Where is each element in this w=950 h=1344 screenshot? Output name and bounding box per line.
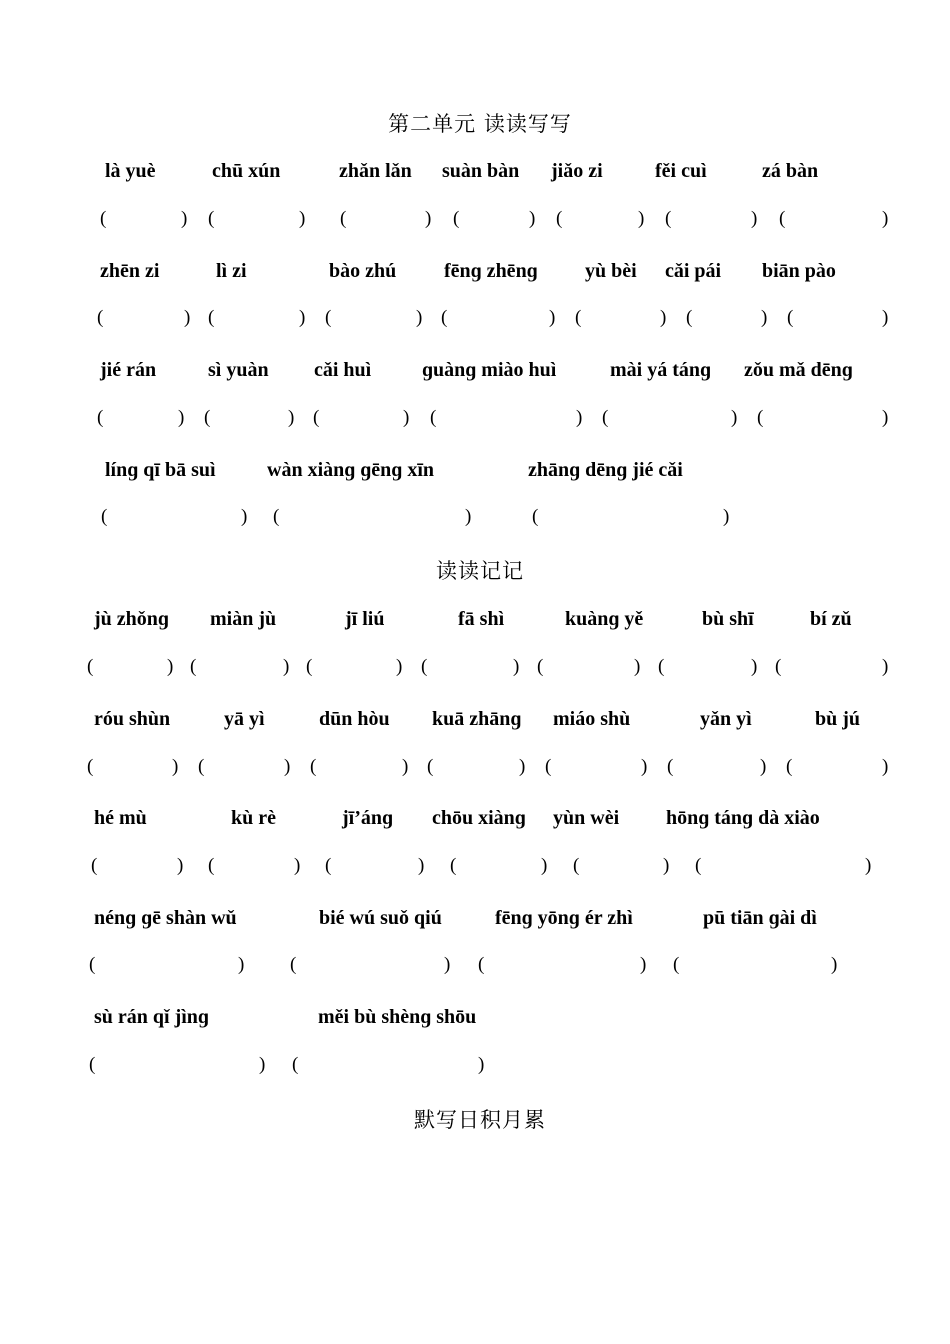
answer-box-close: ) xyxy=(576,407,583,428)
answer-box-close: ) xyxy=(259,1054,266,1075)
answer-box-open: ( xyxy=(87,756,94,777)
answer-box-open: ( xyxy=(575,307,582,328)
answer-box-close: ) xyxy=(167,656,174,677)
answer-box-close: ) xyxy=(444,954,451,975)
answer-box-close: ) xyxy=(882,407,889,428)
answer-box-close: ) xyxy=(238,954,245,975)
answer-box-close: ) xyxy=(283,656,290,677)
answer-box-close: ) xyxy=(760,756,767,777)
answer-box-open: ( xyxy=(779,208,786,229)
answer-box-close: ) xyxy=(396,656,403,677)
answer-box-close: ) xyxy=(751,656,758,677)
answer-box-close: ) xyxy=(882,656,889,677)
answer-box-close: ) xyxy=(478,1054,485,1075)
answer-row-9 xyxy=(0,1054,950,1082)
pinyin-word: kuànɡ yě xyxy=(565,608,644,630)
answer-box-open: ( xyxy=(453,208,460,229)
answer-box-close: ) xyxy=(465,506,472,527)
answer-box-open: ( xyxy=(273,506,280,527)
answer-box-close: ) xyxy=(416,307,423,328)
answer-box-open: ( xyxy=(292,1054,299,1075)
pinyin-word: yǎn yì xyxy=(700,708,752,730)
answer-box-close: ) xyxy=(529,208,536,229)
pinyin-word: pū tiān ɡài dì xyxy=(703,907,817,929)
answer-box-close: ) xyxy=(731,407,738,428)
pinyin-word: suàn bàn xyxy=(442,160,520,182)
pinyin-word: mài yá tánɡ xyxy=(610,359,712,381)
pinyin-word: chōu xiànɡ xyxy=(432,807,526,829)
answer-box-open: ( xyxy=(775,656,782,677)
answer-box-close: ) xyxy=(284,756,291,777)
answer-box-close: ) xyxy=(638,208,645,229)
answer-box-open: ( xyxy=(340,208,347,229)
pinyin-row-3 xyxy=(0,359,950,387)
pinyin-word: cǎi pái xyxy=(665,260,722,282)
pinyin-row-8 xyxy=(0,907,950,935)
answer-box-close: ) xyxy=(177,855,184,876)
answer-box-open: ( xyxy=(786,756,793,777)
answer-box-close: ) xyxy=(241,506,248,527)
answer-row-7 xyxy=(0,855,950,883)
pinyin-word: jiǎo zi xyxy=(551,160,603,182)
pinyin-word: biān pào xyxy=(762,260,836,282)
pinyin-word: měi bù shènɡ shōu xyxy=(318,1006,477,1028)
answer-box-open: ( xyxy=(306,656,313,677)
pinyin-word: róu shùn xyxy=(94,708,171,730)
pinyin-row-5 xyxy=(0,608,950,636)
answer-box-open: ( xyxy=(532,506,539,527)
answer-box-open: ( xyxy=(667,756,674,777)
answer-box-close: ) xyxy=(751,208,758,229)
pinyin-word: zhēn zi xyxy=(100,260,160,282)
answer-box-open: ( xyxy=(787,307,794,328)
answer-box-open: ( xyxy=(101,506,108,527)
answer-box-open: ( xyxy=(421,656,428,677)
pinyin-row-7 xyxy=(0,807,950,835)
answer-box-close: ) xyxy=(640,954,647,975)
answer-box-open: ( xyxy=(87,656,94,677)
pinyin-word: zhānɡ dēnɡ jié cǎi xyxy=(528,459,683,481)
answer-box-close: ) xyxy=(761,307,768,328)
pinyin-word: bù shī xyxy=(702,608,754,630)
answer-box-close: ) xyxy=(299,307,306,328)
answer-box-close: ) xyxy=(299,208,306,229)
pinyin-row-1 xyxy=(0,160,950,188)
answer-box-close: ) xyxy=(425,208,432,229)
pinyin-word: fēnɡ zhēnɡ xyxy=(444,260,538,282)
answer-box-open: ( xyxy=(673,954,680,975)
pinyin-word: jù zhǒnɡ xyxy=(94,608,169,630)
pinyin-word: yù bèi xyxy=(585,260,637,282)
answer-box-open: ( xyxy=(427,756,434,777)
pinyin-row-4 xyxy=(0,459,950,487)
answer-box-open: ( xyxy=(695,855,702,876)
pinyin-row-6 xyxy=(0,708,950,736)
answer-box-close: ) xyxy=(831,954,838,975)
answer-box-open: ( xyxy=(602,407,609,428)
answer-box-open: ( xyxy=(208,307,215,328)
answer-box-close: ) xyxy=(882,756,889,777)
pinyin-word: miáo shù xyxy=(553,708,631,730)
answer-box-close: ) xyxy=(418,855,425,876)
answer-box-open: ( xyxy=(537,656,544,677)
answer-box-close: ) xyxy=(541,855,548,876)
pinyin-word: cǎi huì xyxy=(314,359,372,381)
answer-box-open: ( xyxy=(686,307,693,328)
pinyin-word: yùn wèi xyxy=(553,807,620,829)
answer-box-close: ) xyxy=(288,407,295,428)
answer-box-open: ( xyxy=(91,855,98,876)
answer-box-open: ( xyxy=(208,208,215,229)
pinyin-word: là yuè xyxy=(105,160,156,182)
pinyin-word: hé mù xyxy=(94,807,147,829)
answer-box-close: ) xyxy=(723,506,730,527)
answer-row-1 xyxy=(0,208,950,236)
answer-box-open: ( xyxy=(313,407,320,428)
pinyin-word: fēnɡ yōnɡ ér zhì xyxy=(495,907,633,929)
answer-box-open: ( xyxy=(97,307,104,328)
pinyin-word: jī’ánɡ xyxy=(342,807,394,829)
pinyin-word: lì zi xyxy=(216,260,247,282)
section-title-dictation: 默写日积月累 xyxy=(414,1108,546,1132)
answer-box-open: ( xyxy=(310,756,317,777)
answer-box-open: ( xyxy=(290,954,297,975)
answer-row-5 xyxy=(0,656,950,684)
pinyin-word: dūn hòu xyxy=(319,708,390,730)
pinyin-word: wàn xiànɡ ɡēnɡ xīn xyxy=(267,459,435,481)
pinyin-word: zhǎn lǎn xyxy=(339,160,412,182)
pinyin-word: zá bàn xyxy=(762,160,819,182)
unit-title: 第二单元 读读写写 xyxy=(388,112,572,136)
pinyin-word: bí zǔ xyxy=(810,608,852,630)
answer-box-open: ( xyxy=(556,208,563,229)
answer-box-open: ( xyxy=(658,656,665,677)
answer-box-close: ) xyxy=(402,756,409,777)
answer-row-4 xyxy=(0,506,950,534)
answer-row-6 xyxy=(0,756,950,784)
pinyin-word: jī liú xyxy=(345,608,385,630)
answer-box-close: ) xyxy=(660,307,667,328)
answer-box-close: ) xyxy=(178,407,185,428)
answer-box-close: ) xyxy=(549,307,556,328)
answer-box-close: ) xyxy=(865,855,872,876)
answer-box-open: ( xyxy=(97,407,104,428)
pinyin-word: jié rán xyxy=(100,359,157,381)
answer-box-close: ) xyxy=(663,855,670,876)
answer-box-close: ) xyxy=(181,208,188,229)
pinyin-word: yā yì xyxy=(224,708,265,730)
answer-box-close: ) xyxy=(519,756,526,777)
answer-box-open: ( xyxy=(100,208,107,229)
answer-box-open: ( xyxy=(325,307,332,328)
pinyin-word: sì yuàn xyxy=(208,359,269,381)
pinyin-word: línɡ qī bā suì xyxy=(105,459,216,481)
answer-box-close: ) xyxy=(294,855,301,876)
answer-box-close: ) xyxy=(641,756,648,777)
answer-box-open: ( xyxy=(190,656,197,677)
pinyin-word: bié wú suǒ qiú xyxy=(319,907,442,929)
pinyin-word: bào zhú xyxy=(329,260,397,282)
pinyin-word: fěi cuì xyxy=(655,160,707,182)
pinyin-word: bù jú xyxy=(815,708,861,730)
answer-box-open: ( xyxy=(545,756,552,777)
answer-box-open: ( xyxy=(573,855,580,876)
answer-box-open: ( xyxy=(325,855,332,876)
pinyin-word: zǒu mǎ dēnɡ xyxy=(744,359,853,381)
pinyin-word: kù rè xyxy=(231,807,276,829)
answer-box-close: ) xyxy=(882,208,889,229)
answer-box-open: ( xyxy=(757,407,764,428)
pinyin-word: ɡuànɡ miào huì xyxy=(422,359,557,381)
answer-row-3 xyxy=(0,407,950,435)
pinyin-row-9 xyxy=(0,1006,950,1034)
answer-box-open: ( xyxy=(89,1054,96,1075)
answer-box-close: ) xyxy=(882,307,889,328)
section-title-read-remember: 读读记记 xyxy=(436,559,524,583)
answer-box-close: ) xyxy=(184,307,191,328)
answer-box-open: ( xyxy=(198,756,205,777)
answer-box-close: ) xyxy=(513,656,520,677)
answer-box-close: ) xyxy=(634,656,641,677)
answer-box-close: ) xyxy=(172,756,179,777)
pinyin-word: nénɡ ɡē shàn wǔ xyxy=(94,907,237,929)
answer-box-open: ( xyxy=(89,954,96,975)
pinyin-word: hōnɡ tánɡ dà xiào xyxy=(666,807,820,829)
answer-box-open: ( xyxy=(430,407,437,428)
answer-box-open: ( xyxy=(665,208,672,229)
answer-box-close: ) xyxy=(403,407,410,428)
pinyin-word: kuā zhānɡ xyxy=(432,708,522,730)
pinyin-word: chū xún xyxy=(212,160,281,182)
answer-box-open: ( xyxy=(208,855,215,876)
answer-box-open: ( xyxy=(204,407,211,428)
answer-row-2 xyxy=(0,307,950,335)
answer-box-open: ( xyxy=(478,954,485,975)
pinyin-word: fā shì xyxy=(458,608,505,630)
pinyin-row-2 xyxy=(0,260,950,288)
answer-row-8 xyxy=(0,954,950,982)
pinyin-word: miàn jù xyxy=(210,608,277,630)
answer-box-open: ( xyxy=(450,855,457,876)
pinyin-word: sù rán qǐ jìnɡ xyxy=(94,1006,209,1028)
answer-box-open: ( xyxy=(441,307,448,328)
